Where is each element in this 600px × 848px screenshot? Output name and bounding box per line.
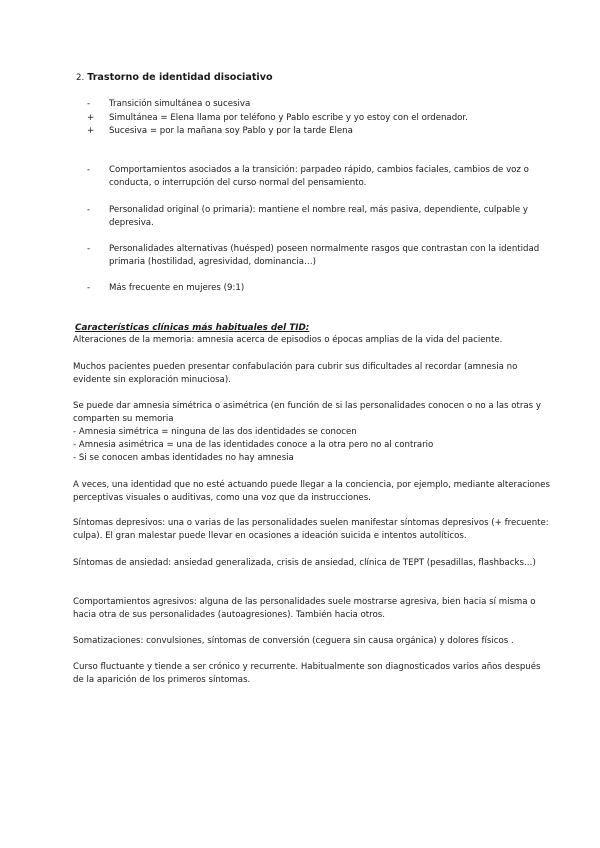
- paragraph-amnesia-asymmetric: - Amnesia asimétrica = una de las identidades conoce a la otra pero no al contrario: [73, 440, 434, 450]
- paragraph-perceptual: A veces, una identidad que no esté actuando puede llegar a la conciencia, por ejemplo, mediante alteraciones perceptivas visuales o auditivas, como una voz que da instrucciones.: [73, 480, 550, 504]
- bullet-marker: -: [87, 283, 91, 293]
- paragraph-depressive: Síntomas depresivos: una o varias de las personalidades suelen manifestar síntomas depresivos (+ frecuente: culpa). El gran malestar puede llevar en ocasiones a ideación suicida e intentos autolíticos.: [73, 518, 549, 542]
- bullet-text: Comportamientos asociados a la transición: parpadeo rápido, cambios faciales, cambios de voz o conducta, o interrupción del curso normal del pensamiento.: [109, 165, 529, 189]
- list-item: [87, 98, 557, 111]
- section-number: 2.: [76, 73, 85, 83]
- bullet-marker: -: [87, 165, 91, 175]
- bullet-marker: +: [87, 126, 95, 136]
- list-item: [87, 204, 557, 231]
- paragraph-course: Curso fluctuante y tiende a ser crónico y recurrente. Habitualmente son diagnosticados varios años después de la aparición de los primeros síntomas.: [73, 662, 541, 686]
- paragraph-somatization: Somatizaciones: convulsiones, síntomas de conversión (ceguera sin causa orgánica) y dolores físicos .: [73, 636, 514, 646]
- paragraph-memory: Alteraciones de la memoria: amnesia acerca de episodios o épocas amplias de la vida del paciente.: [73, 335, 503, 345]
- bullet-marker: +: [87, 113, 95, 123]
- list-item: [87, 125, 557, 138]
- section-title: Trastorno de identidad disociativo: [87, 72, 273, 83]
- bullet-text: Sucesiva = por la mañana soy Pablo y por la tarde Elena: [109, 126, 353, 136]
- paragraph-aggressive: Comportamientos agresivos: alguna de las personalidades suele mostrarse agresiva, bien hacia sí misma o hacia otra de sus personalidades (autoagresiones). También hacia otros.: [73, 597, 536, 621]
- list-item: [87, 112, 557, 125]
- bullet-marker: -: [87, 205, 91, 215]
- list-item: [87, 282, 557, 295]
- paragraph-confabulation: Muchos pacientes pueden presentar confabulación para cubrir sus dificultades al recordar (amnesia no evidente sin exploración minuciosa).: [73, 362, 518, 386]
- bullet-marker: -: [87, 244, 91, 254]
- section-heading: [76, 71, 556, 85]
- bullet-text: Más frecuente en mujeres (9:1): [109, 283, 245, 293]
- paragraph-no-amnesia: - Si se conocen ambas identidades no hay amnesia: [73, 453, 294, 463]
- bullet-marker: -: [87, 99, 91, 109]
- list-item: [87, 164, 557, 191]
- paragraph-anxiety: Síntomas de ansiedad: ansiedad generalizada, crisis de ansiedad, clínica de TEPT (pesadillas, flashbacks…): [73, 558, 536, 568]
- paragraph-amnesia-symmetric: - Amnesia simétrica = ninguna de las dos identidades se conocen: [73, 427, 357, 437]
- bullet-text: Simultánea = Elena llama por teléfono y Pablo escribe y yo estoy con el ordenador.: [109, 113, 468, 123]
- clinical-heading: Características clínicas más habituales del TID:: [75, 323, 310, 333]
- paragraph-amnesia: Se puede dar amnesia simétrica o asimétrica (en función de si las personalidades conocen o no a las otras y comparten su memoria: [73, 401, 541, 425]
- bullet-text: Personalidades alternativas (huésped) poseen normalmente rasgos que contrastan con la identidad primaria (hostilidad, agresividad, dominancia…): [109, 244, 540, 268]
- bullet-text: Personalidad original (o primaria): mantiene el nombre real, más pasiva, dependiente, culpable y depresiva.: [109, 205, 528, 229]
- bullet-text: Transición simultánea o sucesiva: [109, 99, 251, 109]
- list-item: [87, 243, 557, 270]
